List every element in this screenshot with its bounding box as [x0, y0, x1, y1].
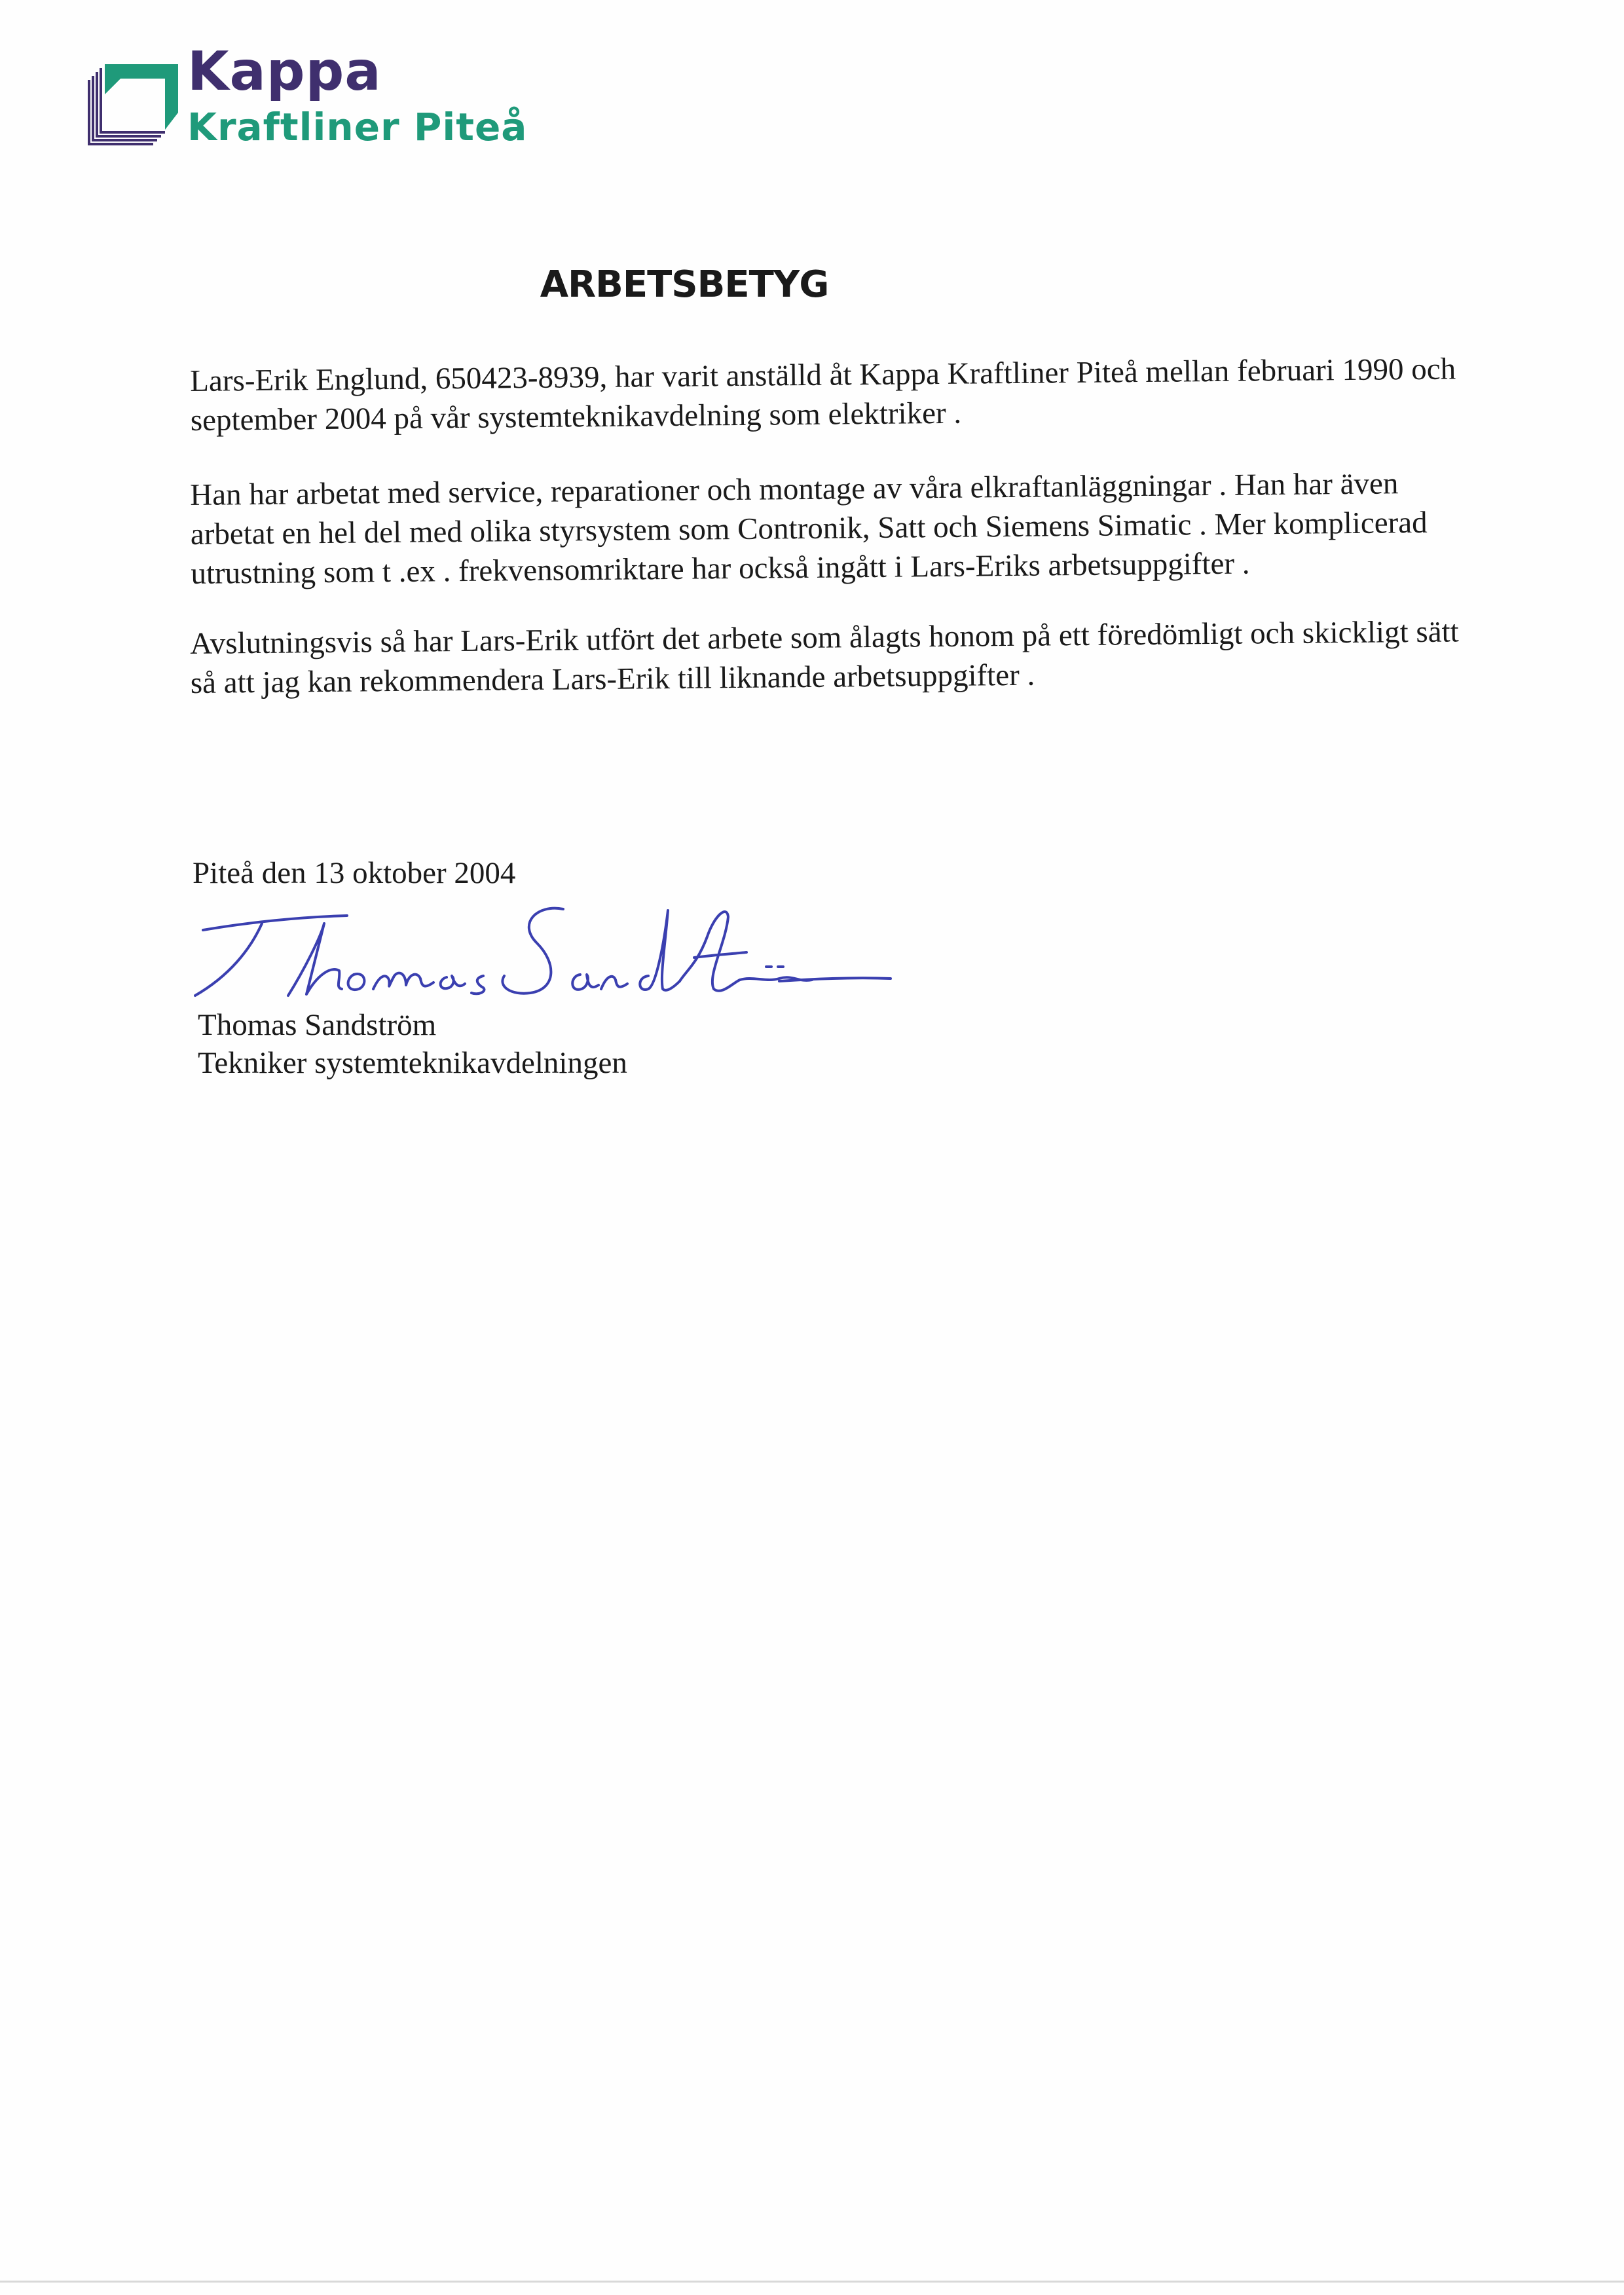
paragraph-recommendation [190, 611, 1553, 703]
page-edge-divider [0, 2281, 1624, 2283]
logo-company-name: Kappa [187, 41, 382, 103]
paragraph-duties [190, 462, 1553, 593]
place-and-date: Piteå den 13 oktober 2004 [193, 856, 516, 890]
handwritten-signature [190, 897, 897, 1009]
paragraph-line: Avslutningsvis så har Lars-Erik utfört det arbete som ålagts honom på ett föredömligt och skickligt sätt [190, 614, 1459, 661]
document-title: ARBETSBETYG [540, 263, 829, 306]
signer-name: Thomas Sandström [198, 1008, 437, 1042]
paragraph-line: så att jag kan rekommendera Lars-Erik till liknande arbetsuppgifter . [190, 658, 1035, 700]
kappa-logo-icon [83, 52, 181, 151]
paragraph-line: utrustning som t .ex . frekvensomriktare har också ingått i Lars-Eriks arbetsuppgifter . [191, 546, 1250, 591]
paragraph-line: september 2004 på vår systemteknikavdelning som elektriker . [190, 396, 962, 438]
logo-location: Kraftliner Piteå [187, 105, 528, 149]
company-logo [83, 41, 567, 157]
paragraph-line: arbetat en hel del med olika styrsystem som Contronik, Satt och Siemens Simatic . Mer komplicerad [190, 505, 1428, 551]
signer-title: Tekniker systemteknikavdelningen [198, 1046, 627, 1080]
paragraph-line: Lars-Erik Englund, 650423-8939, har varit anställd åt Kappa Kraftliner Piteå mellan februari 1990 och [190, 352, 1456, 398]
signer-block [198, 1006, 627, 1082]
paragraph-line: Han har arbetat med service, reparationer och montage av våra elkraftanläggningar . Han har även [190, 466, 1399, 512]
paragraph-employment [190, 348, 1553, 440]
